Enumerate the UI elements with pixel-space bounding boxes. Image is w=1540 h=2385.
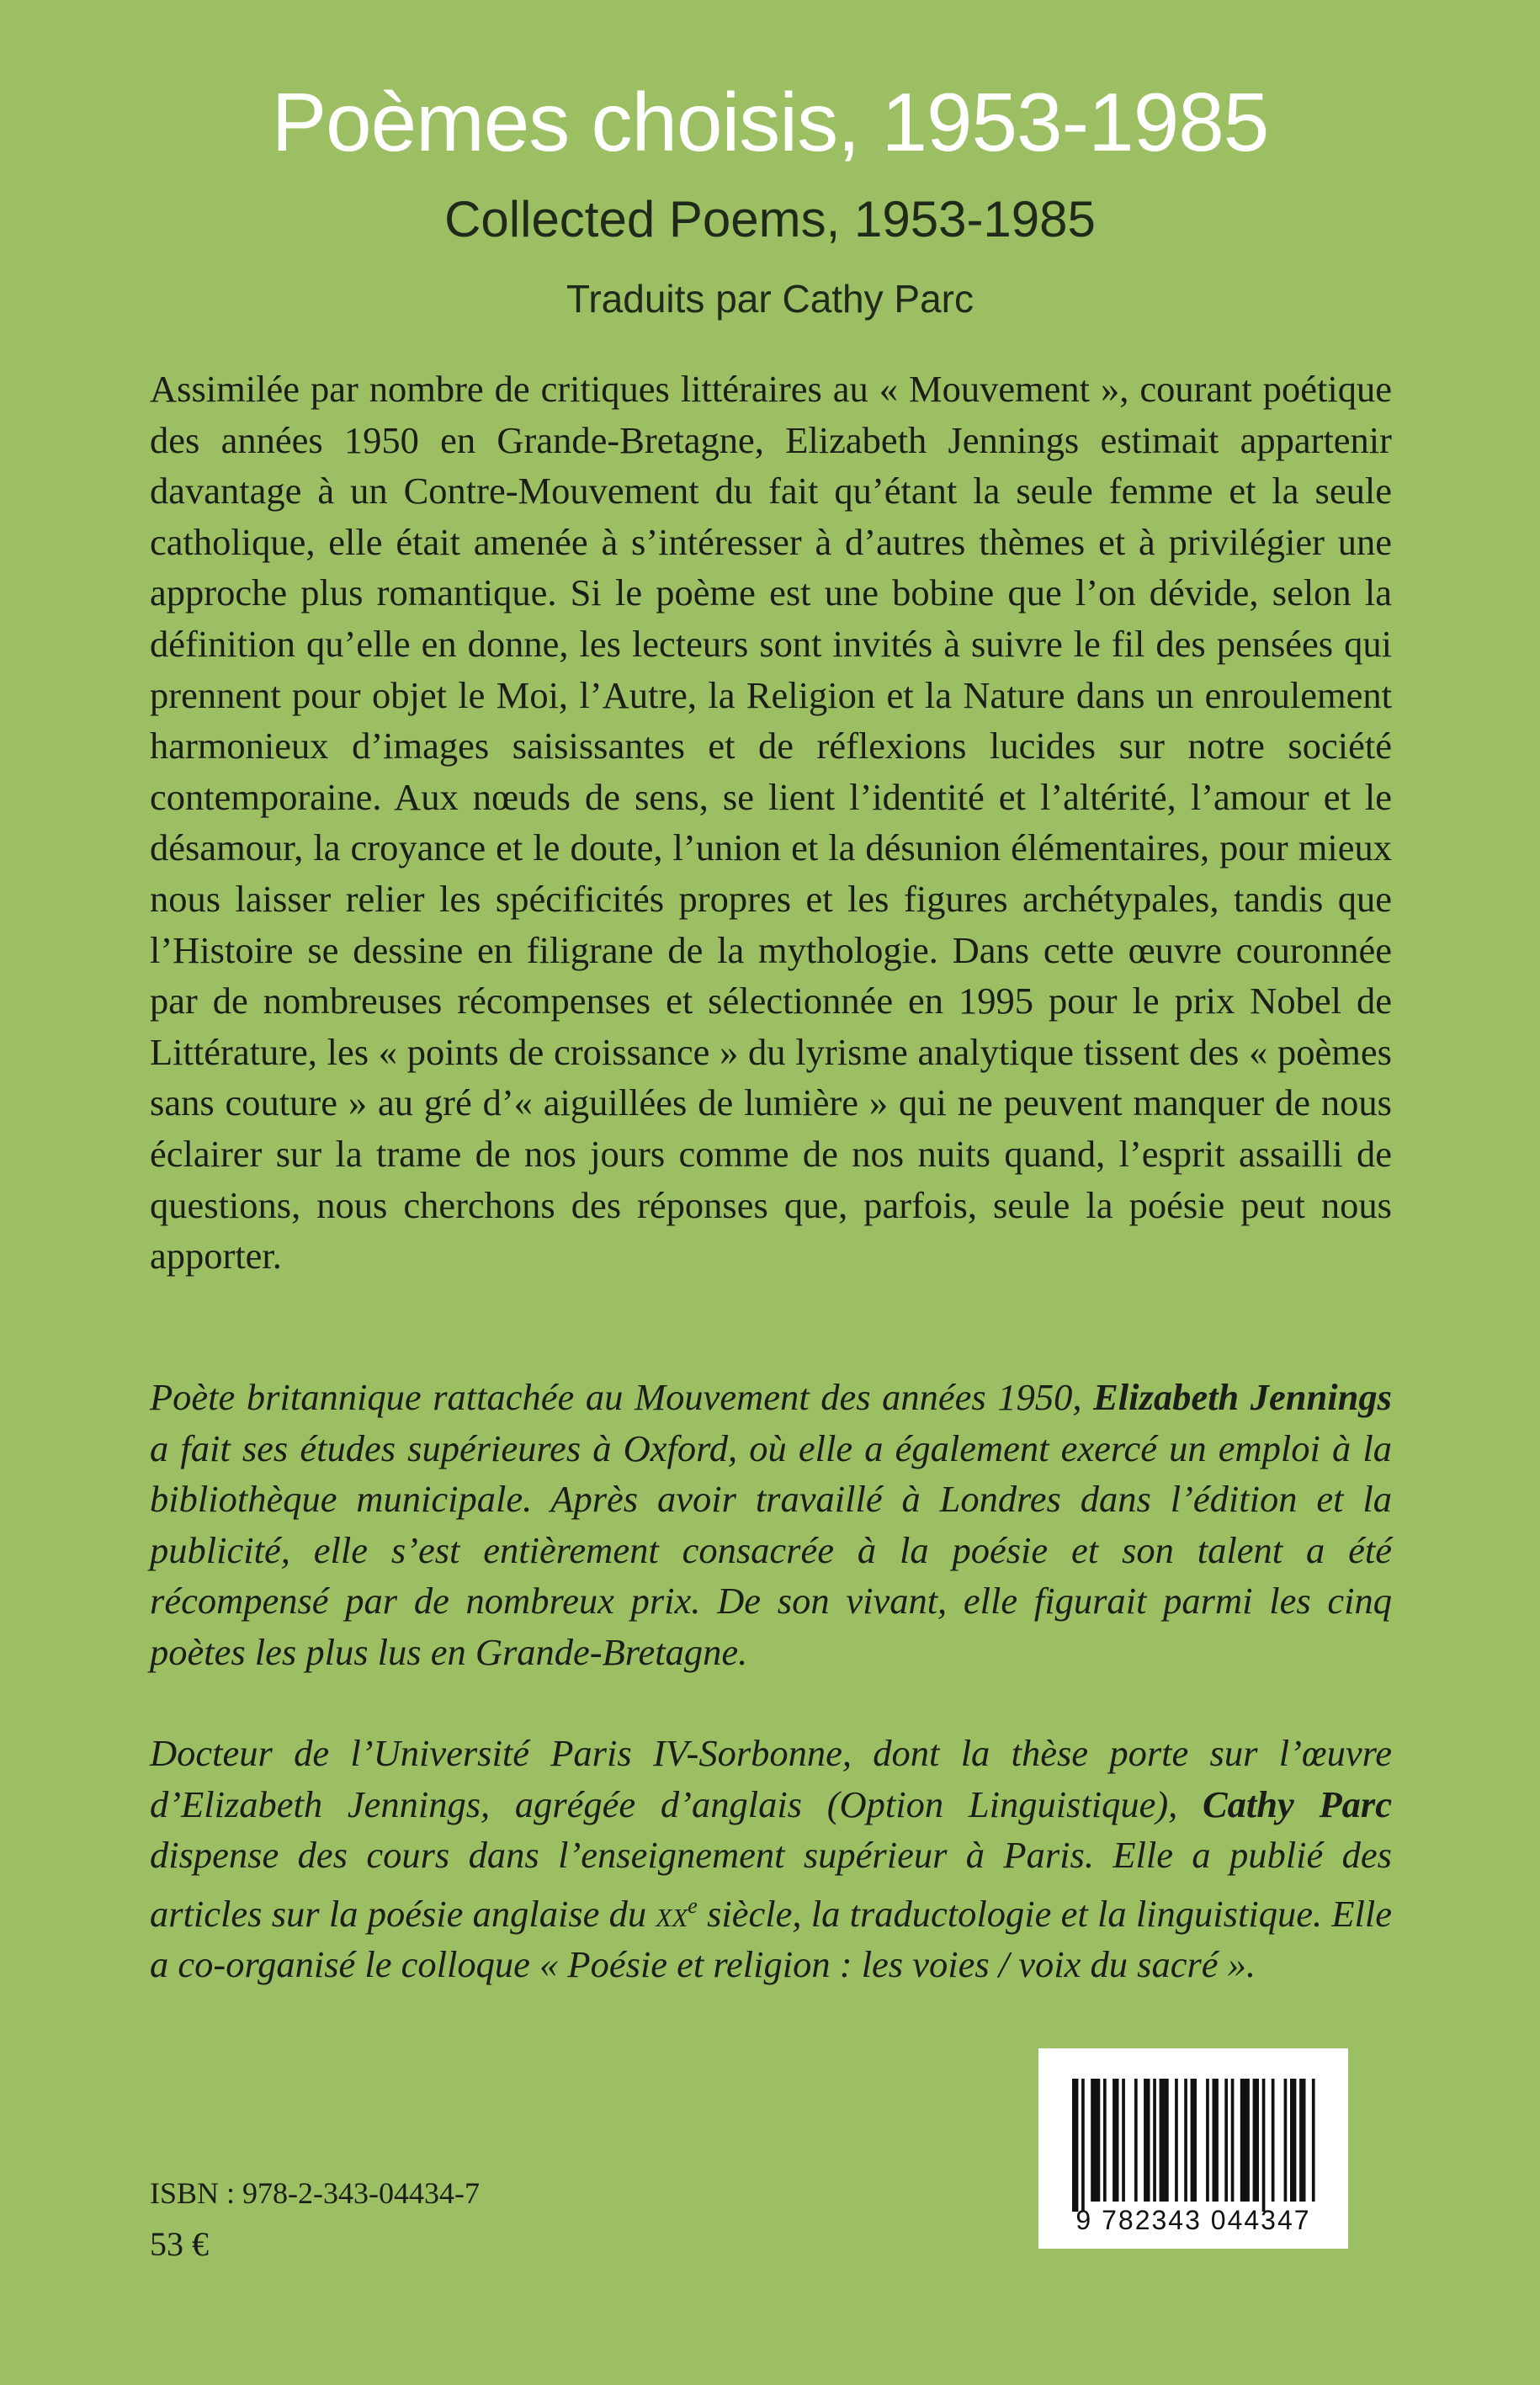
author-name: Elizabeth Jennings [1093, 1376, 1392, 1418]
barcode-bar [1290, 2079, 1296, 2202]
price: 53 € [150, 2225, 209, 2263]
century-superscript: e [688, 1893, 698, 1918]
barcode-bar [1113, 2079, 1118, 2202]
barcode-digits: 9 782343 044347 [1075, 2205, 1311, 2235]
barcode-bar [1262, 2079, 1266, 2212]
barcode-bar [1231, 2079, 1235, 2202]
barcode-bar [1175, 2079, 1178, 2202]
barcode-bar [1081, 2079, 1085, 2212]
barcode-bar [1312, 2079, 1315, 2202]
translator-credit: Traduits par Cathy Parc [566, 277, 974, 321]
barcode-bar [1213, 2079, 1219, 2202]
book-title: Poèmes choisis, 1953-1985 [271, 76, 1269, 168]
translator-bio [150, 1728, 1392, 1990]
barcode-bar [1206, 2079, 1209, 2202]
translator-name: Cathy Parc [1203, 1782, 1392, 1825]
barcode [1038, 2048, 1348, 2249]
barcode-bar [1224, 2079, 1228, 2202]
isbn: ISBN : 978-2-343-04434-7 [150, 2176, 480, 2210]
barcode-bar [1160, 2079, 1169, 2202]
barcode-bar [1134, 2079, 1138, 2202]
barcode-bar [1091, 2079, 1100, 2202]
barcode-bar [1272, 2079, 1275, 2202]
author-bio-intro: Poète britannique rattachée au Mouvement des années 1950, [150, 1376, 1094, 1418]
barcode-bar [1284, 2079, 1288, 2202]
barcode-bar [1191, 2079, 1197, 2202]
barcode-bar [1103, 2079, 1107, 2202]
translator-bio-intro: Docteur de l’Université Paris IV-Sorbonne, dont la thèse porte sur l’œuvre d’Elizabeth Jennings, agrégée d’anglais (Option Linguistique), [150, 1732, 1392, 1825]
book-subtitle: Collected Poems, 1953-1985 [444, 191, 1096, 247]
barcode-bar [1184, 2079, 1187, 2202]
barcode-bar [1122, 2079, 1125, 2202]
barcode-bar [1144, 2079, 1150, 2202]
barcode-bar [1240, 2079, 1250, 2202]
barcode-bar [1253, 2079, 1259, 2202]
translator-bio-middle: dispense des cours dans l’enseignement supérieur à Paris. Elle a publié des articles sur la poésie anglaise du [150, 1834, 1392, 1935]
barcode-bar [1072, 2079, 1078, 2212]
barcode-bar [1153, 2079, 1156, 2202]
barcode-bar [1299, 2079, 1305, 2202]
book-summary: Assimilée par nombre de critiques littéraires au « Mouvement », courant poétique des années 1950 en Grande-Bretagne, Elizabeth Jennings estimait appartenir davantage à un Contre-Mouvement du fait qu’étant la seule femme et la seule catholique, elle était amenée à s’intéresser à d’autres thèmes et à privilégier une approche plus romantique. Si le poème est une bobine que l’on dévide, selon la définition qu’elle en donne, les lecteurs sont invités à suivre le fil des pensées qui prennent pour objet le Moi, l’Autre, la Religion et la Nature dans un enroulement harmonieux d’images saisissantes et de réflexions lucides sur notre société contemporaine. Aux nœuds de sens, se lient l’identité et l’altérité, l’amour et le désamour, la croyance et le doute, l’union et la désunion élémentaires, pour mieux nous laisser relier les spécificités propres et les figures archétypales, tandis que l’Histoire se dessine en filigrane de la mythologie. Dans cette œuvre couronnée par de nombreuses récompenses et sélectionnée en 1995 pour le prix Nobel de Littérature, les « points de croissance » du lyrisme analytique tissent des « poèmes sans couture » au gré d’« aiguillées de lumière » qui ne peuvent manquer de nous éclairer sur la trame de nos jours comme de nos nuits quand, l’esprit assailli de questions, nous cherchons des réponses que, parfois, seule la poésie peut nous apporter. [150, 368, 1392, 1277]
author-bio [150, 1372, 1392, 1678]
century-numeral: xx [656, 1892, 688, 1935]
translator-bio-rest: siècle, la traductologie et la linguistique. Elle a co-organisé le colloque « Poésie et religion : les voies / voix du sacré ». [150, 1892, 1392, 1986]
author-bio-rest: a fait ses études supérieures à Oxford, où elle a également exercé un emploi à la bibliothèque municipale. Après avoir travaillé à Londres dans l’édition et la publicité, elle s’est entièrement consacrée à la poésie et son talent a été récompensé par de nombreux prix. De son vivant, elle figurait parmi les cinq poètes les plus lus en Grande-Bretagne. [150, 1426, 1392, 1673]
